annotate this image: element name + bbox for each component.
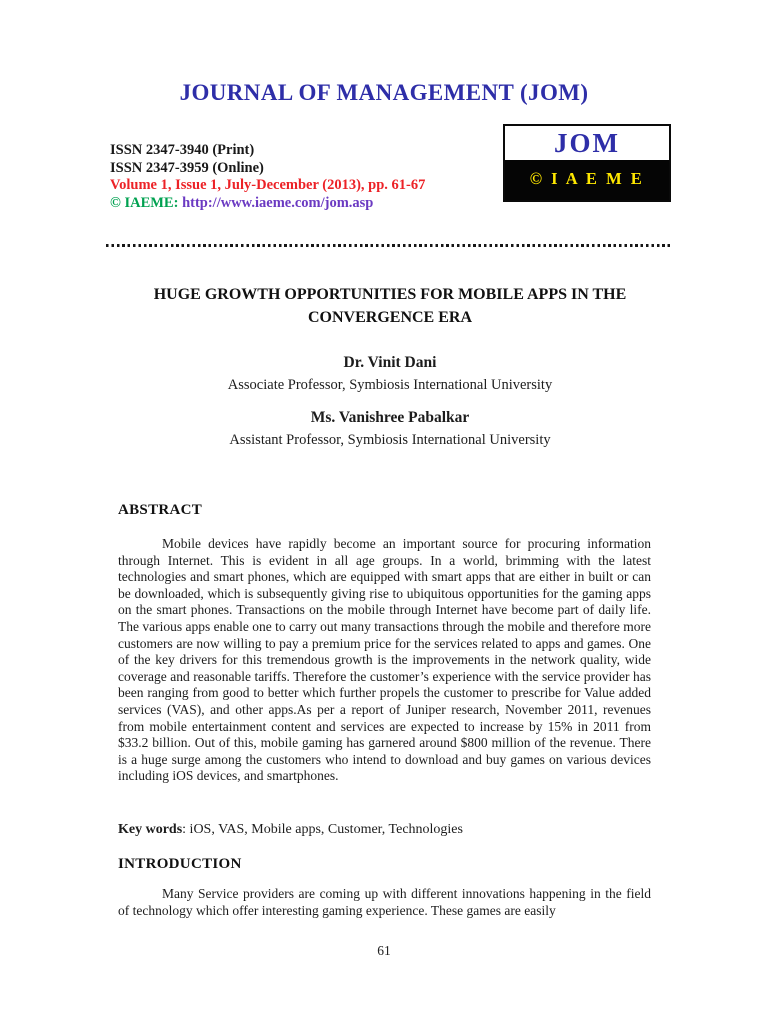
article-title <box>105 284 675 329</box>
copyright-line <box>110 195 425 213</box>
introduction-paragraph: Many Service providers are coming up with different innovations happening in the field of technology which offer interesting gaming experience. These games are easily <box>118 886 651 918</box>
abstract-paragraph: Mobile devices have rapidly become an important source for procuring information through Internet. This is evident in all age groups. In a world, brimming with the latest technologies and smart phones, which are equipped with smart apps that are either in built or can be downloaded, which is subsequently giving rise to ubiquitous opportunities for the gaming apps on the smart phones. Transactions on the mobile through Internet have become part of daily life. The various apps enable one to carry out many transactions through the mobile and therefore more customers are now willing to pay a premium price for the services related to apps and games. One of the key drivers for this tremendous growth is the improvements in the network quality, wide coverage and reasonable tariffs. Therefore the customer’s experience with the service provider has been ranging from good to better which further propels the customer to prescribe for Value added services (VAS), and other apps.As per a report of Juniper research, November 2011, revenues from mobile entertainment content and services are expected to increase by 15% in 2011 from $33.2 billion. Out of this, mobile gaming has garnered around $800 million of the revenue. There is a huge surge among the customers who intend to download and buy games on various devices including iOS devices, and smartphones. <box>118 536 651 784</box>
issn-print: ISSN 2347-3940 (Print) <box>110 142 255 158</box>
journal-url-link[interactable]: http://www.iaeme.com/jom.asp <box>182 194 374 211</box>
iaeme-copyright-label: © IAEME: <box>110 194 179 211</box>
article-title-line1: HUGE GROWTH OPPORTUNITIES FOR MOBILE APPS IN THE <box>153 286 627 303</box>
author-name: Dr. Vinit Dani <box>343 354 437 371</box>
volume-issue-line: Volume 1, Issue 1, July-December (2013), pp. 61-67 <box>110 177 426 193</box>
logo-jom-text: JOM <box>505 126 669 160</box>
author-name: Ms. Vanishree Pabalkar <box>310 409 470 426</box>
keywords-label: Key words <box>118 822 183 837</box>
journal-title: JOURNAL OF MANAGEMENT (JOM) <box>179 80 589 105</box>
jom-iaeme-logo <box>503 124 671 202</box>
introduction-heading: INTRODUCTION <box>118 856 242 872</box>
keywords-list: : iOS, VAS, Mobile apps, Customer, Technologies <box>182 822 463 837</box>
logo-iaeme-text: © I A E M E <box>505 160 669 200</box>
author-affiliation: Assistant Professor, Symbiosis International University <box>229 432 551 448</box>
authors-block <box>105 354 675 464</box>
abstract-heading: ABSTRACT <box>118 502 203 518</box>
article-title-line2: CONVERGENCE ERA <box>307 308 472 326</box>
issn-online: ISSN 2347-3959 (Online) <box>110 159 264 176</box>
author-affiliation: Associate Professor, Symbiosis International University <box>227 377 553 393</box>
issn-block <box>110 142 425 212</box>
keywords-line <box>118 822 651 838</box>
dashed-divider <box>106 244 672 247</box>
page-number: 61 <box>377 943 391 958</box>
